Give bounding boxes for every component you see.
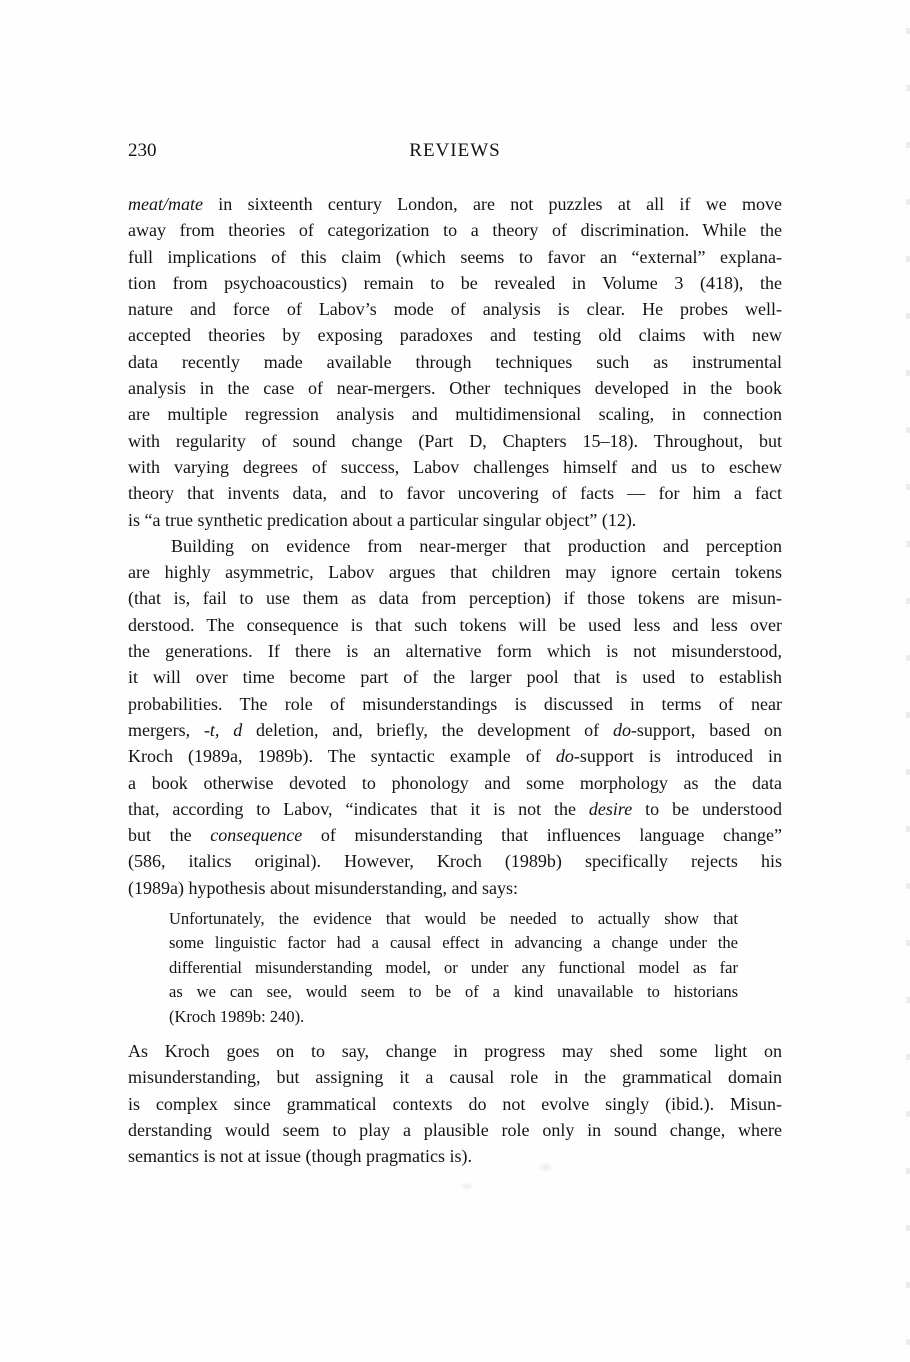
text-line (169, 980, 738, 1004)
text-run: Unfortunately, the evidence that would be needed to actually show that (169, 909, 738, 929)
paragraph-2 (128, 533, 782, 901)
text-line (128, 270, 782, 296)
text-line (128, 191, 782, 217)
text-line (128, 480, 782, 506)
text-line (128, 454, 782, 480)
text-line (128, 559, 782, 585)
text-run: deletion, and, briefly, the development of (242, 719, 613, 740)
text-run: some linguistic factor had a causal effect in advancing a change under the (169, 933, 738, 953)
text-line (128, 585, 782, 611)
text-run: semantics is not at issue (though pragmatics is). (128, 1146, 472, 1167)
text-line (128, 717, 782, 743)
text-column (128, 191, 782, 1170)
text-run: away from theories of categorization to a theory of discrimination. While the (128, 220, 782, 241)
text-run: that, according to Labov, “indicates that it is not the (128, 798, 589, 819)
text-run: is complex since grammatical contexts do not evolve singly (ibid.). Misun- (128, 1093, 782, 1114)
text-line (128, 743, 782, 769)
text-line (128, 217, 782, 243)
text-line (128, 401, 782, 427)
text-line (128, 822, 782, 848)
text-line (169, 907, 738, 931)
text-run: tion from psychoacoustics) remain to be revealed in Volume 3 (418), the (128, 272, 782, 293)
text-run: misunderstanding, but assigning it a causal role in the grammatical domain (128, 1067, 782, 1088)
italic-text-run: meat/mate (128, 194, 203, 214)
text-run: accepted theories by exposing paradoxes and testing old claims with new (128, 325, 782, 346)
text-run: to be understood (632, 798, 782, 819)
text-line (128, 322, 782, 348)
paragraph-3 (128, 1038, 782, 1169)
italic-text-run: do (555, 746, 574, 767)
text-run: it will over time become part of the larger pool that is used to establish (128, 667, 782, 688)
text-line (128, 428, 782, 454)
text-run: data recently made available through techniques such as instrumental (128, 351, 782, 372)
text-run: differential misunderstanding model, or under any functional model as far (169, 957, 738, 977)
text-run: analysis in the case of near-mergers. Other techniques developed in the book (128, 378, 782, 399)
text-run: (1989a) hypothesis about misunderstanding, and says: (128, 877, 518, 898)
text-run: of misunderstanding that influences language change” (302, 825, 782, 846)
text-line (128, 296, 782, 322)
text-line (169, 956, 738, 980)
text-run: are highly asymmetric, Labov argues that children may ignore certain tokens (128, 562, 782, 583)
text-run: theory that invents data, and to favor uncovering of facts — for him a fact (128, 483, 782, 504)
text-run: -support is introduced in (573, 746, 783, 767)
italic-text-run: -t, d (203, 719, 243, 740)
text-line (128, 638, 782, 664)
text-run: but the (128, 825, 211, 846)
text-line (128, 848, 782, 874)
text-run: in sixteenth century London, are not puzzles at all if we move (202, 194, 782, 214)
text-line (128, 1117, 782, 1143)
text-run: Kroch (1989a, 1989b). The syntactic example of (128, 746, 556, 767)
text-run: are multiple regression analysis and multidimensional scaling, in connection (128, 404, 782, 425)
text-run: nature and force of Labov’s mode of analysis is clear. He probes well- (128, 299, 782, 320)
text-run: (that is, fail to use them as data from perception) if those tokens are misun- (128, 588, 782, 609)
text-line (128, 1038, 782, 1064)
text-run: the generations. If there is an alternative form which is not misunderstood, (128, 641, 782, 662)
text-line (128, 691, 782, 717)
text-run: with regularity of sound change (Part D, Chapters 15–18). Throughout, but (128, 430, 782, 451)
text-run: is “a true synthetic predication about a particular singular object” (12). (128, 509, 637, 530)
text-line (128, 349, 782, 375)
text-line (128, 612, 782, 638)
page-number: 230 (128, 140, 157, 161)
text-line (169, 931, 738, 955)
scan-smudge (460, 1182, 474, 1191)
text-run: (Kroch 1989b: 240). (169, 1006, 305, 1026)
italic-text-run: do (612, 719, 631, 740)
text-run: as we can see, would seem to be of a kind unavailable to historians (169, 982, 738, 1002)
text-run: full implications of this claim (which seems to favor an “external” explana- (128, 246, 782, 267)
text-run: (586, italics original). However, Kroch (1989b) specifically rejects his (128, 851, 782, 872)
text-run: Building on evidence from near-merger that production and perception (171, 535, 782, 556)
text-line (128, 875, 782, 901)
text-line (128, 507, 782, 533)
text-line (128, 533, 782, 559)
text-line (128, 664, 782, 690)
text-line (169, 1005, 738, 1029)
blockquote-kroch (169, 907, 738, 1029)
text-run: with varying degrees of success, Labov challenges himself and us to eschew (128, 456, 782, 477)
text-line (128, 796, 782, 822)
text-run: a book otherwise devoted to phonology and some morphology as the data (128, 772, 782, 793)
text-line (128, 1064, 782, 1090)
text-run: derstood. The consequence is that such tokens will be used less and less over (128, 614, 782, 635)
text-line (128, 1091, 782, 1117)
paragraph-1 (128, 191, 782, 533)
text-run: probabilities. The role of misunderstandings is discussed in terms of near (128, 693, 782, 714)
text-line (128, 244, 782, 270)
text-line (128, 770, 782, 796)
text-line (128, 375, 782, 401)
scan-edge-artifact (906, 28, 910, 1348)
text-run: -support, based on (630, 719, 782, 740)
text-run: As Kroch goes on to say, change in progress may shed some light on (128, 1041, 782, 1062)
page-header (128, 140, 782, 164)
running-head: REVIEWS (409, 140, 501, 161)
italic-text-run: consequence (210, 825, 303, 846)
text-run: mergers, (128, 719, 204, 740)
text-run: derstanding would seem to play a plausible role only in sound change, where (128, 1119, 782, 1140)
italic-text-run: desire (588, 798, 633, 819)
text-line (128, 1143, 782, 1169)
